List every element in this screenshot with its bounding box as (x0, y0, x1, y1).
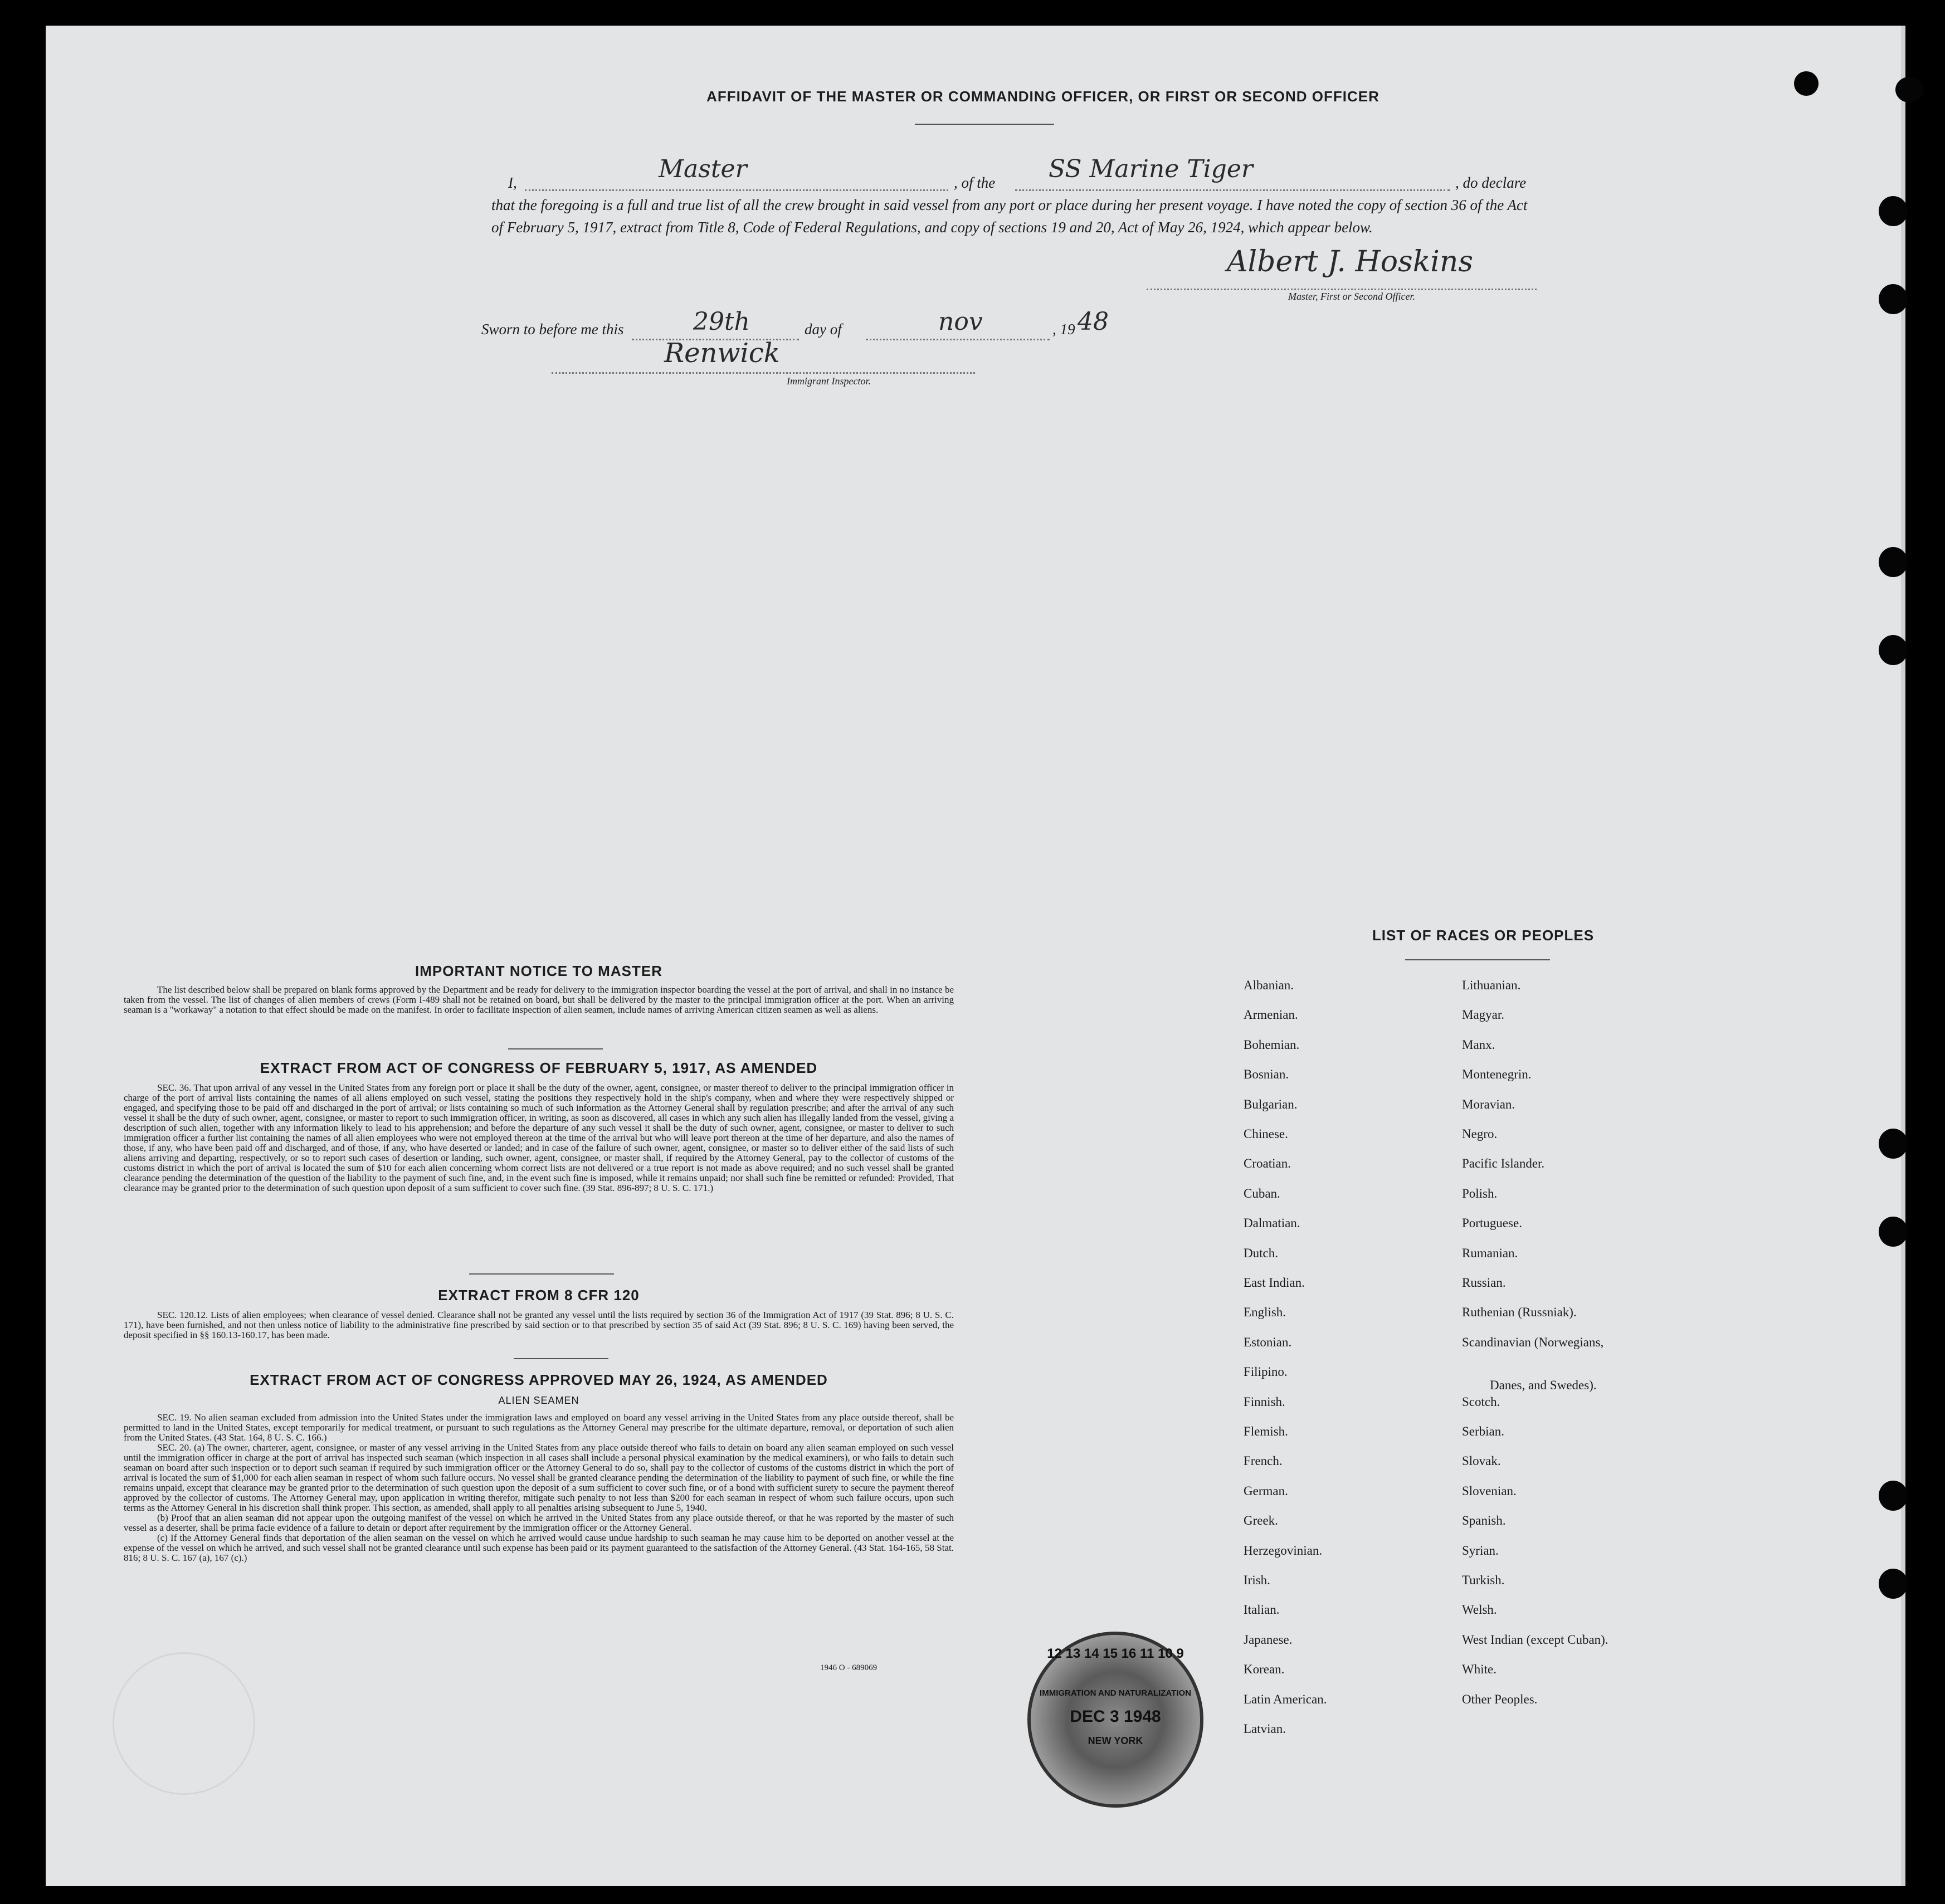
punch-hole (1879, 1217, 1908, 1247)
inspector-caption: Immigrant Inspector. (787, 375, 871, 387)
of-the-label: , of the (954, 174, 996, 191)
race-item: Polish. (1462, 1186, 1498, 1200)
day-of-label: day of (805, 321, 842, 338)
race-item: Italian. (1244, 1603, 1280, 1617)
alien-seamen-subtitle: ALIEN SEAMEN (498, 1395, 579, 1406)
vessel-handwriting: SS Marine Tiger (1049, 155, 1253, 183)
race-item: Slovenian. (1462, 1483, 1517, 1498)
date-stamp (1027, 1632, 1203, 1808)
extract-1917-text: SEC. 36. That upon arrival of any vessel in the United States from any foreign port or place it shall be the duty of the owner, agent, consignee, or master thereof to deliver to the principal immigration officer in charge of the port of arrival lists containing the names of all aliens employed on such vessel, stating the positions they respectively hold in the ship's company, when and where they were respectively shipped or engaged, and specifying those to be paid off and discharged in the port of arrival; or lists containing so much of such information as the Attorney General shall by regulation prescribe; and after the arrival of any such vessel it shall be the duty of such owner, agent, consignee, or master to report to such immigration officer, in writing, as soon as discovered, all cases in which any such alien has illegally landed from the vessel, giving a description of such alien, together with any information likely to lead to his apprehension; and before the departure of any such vessel it shall be the duty of such owner, agent, consignee, or master to deliver to such immigration officer a further list containing the names of all alien employees who were not employed thereon at the time of the arrival but who will leave port thereon at the time of her departure, and also the names of those, if any, who have been paid off and discharged, and of those, if any, who have deserted or landed; and in case of the failure of such owner, agent, consignee, or master so to deliver either of the said lists of such aliens arriving and departing, respectively, or so to report such cases of desertion or landing, such owner, agent, consignee, or master shall, if required by the Attorney General, pay to the collector of customs of the customs district in which the port of arrival is located the sum of $10 for each alien concerning whom correct lists are not delivered or a true report is not made as above required; and no such vessel shall be granted clearance pending the determination of the question of the liability to the payment of such fine, and, in the event such fine is imposed, while it remains unpaid; nor shall such fine be remitted or refunded: Provided, That clearance may be granted prior to the determination of such question upon deposit of a sum sufficient to cover such fine. (39 Stat. 896-897; 8 U. S. C. 171.) (124, 1082, 954, 1193)
race-item: Albanian. (1244, 978, 1294, 992)
vessel-line (1015, 189, 1450, 191)
race-item: Dutch. (1244, 1246, 1278, 1260)
officer-line (525, 189, 948, 191)
stamp-numbers: 12 13 14 15 16 11 10 9 (1047, 1646, 1184, 1661)
inspector-signature: Renwick (664, 338, 780, 369)
signature-caption: Master, First or Second Officer. (1288, 291, 1415, 302)
race-item: Other Peoples. (1462, 1692, 1538, 1706)
race-item: Pacific Islander. (1462, 1156, 1545, 1171)
race-item: French. (1244, 1454, 1283, 1468)
race-item: Spanish. (1462, 1514, 1506, 1528)
race-item: Chinese. (1244, 1127, 1288, 1141)
sworn-label: Sworn to before me this (481, 321, 624, 338)
section-rule (508, 1048, 603, 1049)
race-item: Filipino. (1244, 1365, 1288, 1379)
race-item: Dalmatian. (1244, 1216, 1300, 1231)
notice-text: The list described below shall be prepared on blank forms approved by the Department and be ready for delivery to the immigration inspector boarding the vessel at the port of arrival, and shall in no instance be taken from the vessel. The list of changes of alien members of crews (Form I-489 shall not be retained on board, but shall be delivered by the master to the principal immigration officer at the port. When an arriving seaman is a "workaway" a notation to that effect should be made on the manifest. In order to facilitate inspection of alien seamen, include names of arriving American citizen seamen as well as aliens. (124, 984, 954, 1015)
officer-handwriting: Master (659, 155, 747, 183)
race-item: Scotch. (1462, 1394, 1500, 1409)
punch-hole (1879, 284, 1908, 314)
race-item: Bohemian. (1244, 1037, 1300, 1052)
punch-hole (1895, 77, 1923, 102)
race-item: Slovak. (1462, 1454, 1501, 1468)
race-item: Croatian. (1244, 1156, 1291, 1171)
race-item: Turkish. (1462, 1573, 1505, 1587)
race-item: Welsh. (1462, 1603, 1497, 1617)
race-item: Greek. (1244, 1514, 1278, 1528)
punch-hole (1879, 1481, 1908, 1511)
race-item: Estonian. (1244, 1335, 1292, 1349)
notice-title: IMPORTANT NOTICE TO MASTER (415, 963, 662, 979)
master-signature: Albert J. Hoskins (1227, 245, 1474, 279)
day-handwriting: 29th (693, 307, 750, 336)
races-rule (1405, 959, 1550, 960)
race-item: White. (1462, 1662, 1496, 1677)
punch-hole (1879, 196, 1908, 226)
print-code: 1946 O - 689069 (820, 1663, 878, 1672)
signature-line (1147, 289, 1537, 290)
punch-hole (1879, 1569, 1908, 1599)
declaration-block (491, 155, 1539, 238)
punch-hole (1879, 1129, 1908, 1159)
race-item: Syrian. (1462, 1543, 1499, 1558)
race-item: Portuguese. (1462, 1216, 1522, 1231)
sworn-row (481, 307, 1261, 343)
race-item: Cuban. (1244, 1186, 1280, 1200)
race-item: English. (1244, 1305, 1286, 1320)
title-rule (915, 124, 1054, 125)
inspector-line (552, 372, 975, 374)
extract-1917-title: EXTRACT FROM ACT OF CONGRESS OF FEBRUARY 5, 1917, AS AMENDED (260, 1060, 818, 1076)
race-item: East Indian. (1244, 1276, 1305, 1290)
race-item: Korean. (1244, 1662, 1285, 1677)
stamp-city: NEW YORK (1088, 1735, 1143, 1746)
extract-1924-text: SEC. 19. No alien seaman excluded from admission into the United States under the immigration laws and employed on board any vessel arriving in the United States from any place outside thereof, shall be permitted to land in the United States, except temporarily for medical treatment, or pursuant to such regulations as the Attorney General may prescribe for the ultimate departure, removal, or deportation of such alien from the United States. (43 Stat. 164, 8 U. S. C. 166.) SEC. 20. (a) The owner, charterer, agent, consignee, or master of any vessel arriving in the United States from any place outside thereof who fails to detain on board any alien seaman employed on such vessel until the immigration officer in charge at the port of arrival has inspected such seaman (which inspection in all cases shall include a personal physical examination by the medical examiners), or who fails to detain such seaman on board after such inspection or to deport such seaman if required by such immigration officer or the Attorney General to do so, shall pay to the collector of customs of the customs district in which the port of arrival is located the sum of $1,000 for each alien seaman in respect of whom such failure occurs. No vessel shall be granted clearance pending the determination of the liability to payment of such fine, or while the fine remains unpaid, except that clearance may be granted prior to the determination of such question upon the deposit of a sum sufficient to cover such fine, or of a bond with sufficient surety to secure the payment thereof approved by the collector of customs. The Attorney General may, upon application in writing therefor, mitigate such penalty to not less than $200 for each seaman in respect of whom such failure occurs, upon such terms as the Attorney General in his discretion shall think proper. This section, as amended, shall apply to all penalties arising subsequent to June 5, 1940. (b) Proof that an alien seaman did not appear upon the outgoing manifest of the vessel on which he arrived in the United States from any place outside thereof, or that he was reported by the master of such vessel as a deserter, shall be prima facie evidence of a failure to detain or deport after requirement by the immigration officer or the Attorney General. (c) If the Attorney General finds that deportation of the alien seaman on the vessel on which he arrived would cause undue hardship to such seaman he may cause him to be deported on another vessel at the expense of the vessel on which he arrived, and such vessel shall not be granted clearance until such expense has been paid or its payment guaranteed to the satisfaction of the Attorney General. (43 Stat. 164-165, 58 Stat. 816; 8 U. S. C. 167 (a), 167 (c).) (124, 1412, 954, 1563)
race-item: Rumanian. (1462, 1246, 1518, 1260)
extract-1924-title: EXTRACT FROM ACT OF CONGRESS APPROVED MAY 26, 1924, AS AMENDED (250, 1371, 828, 1388)
month-line (866, 339, 1050, 340)
race-item: Manx. (1462, 1037, 1495, 1052)
race-item: Serbian. (1462, 1424, 1505, 1438)
race-item: Bosnian. (1244, 1067, 1289, 1082)
do-declare-label: , do declare (1455, 174, 1527, 191)
race-item: Finnish. (1244, 1394, 1285, 1409)
races-title: LIST OF RACES OR PEOPLES (1372, 927, 1595, 944)
i-label: I, (508, 174, 517, 191)
race-item: Danes, and Swedes). (1490, 1378, 1597, 1393)
stamp-agency: IMMIGRATION AND NATURALIZATION (1040, 1688, 1191, 1698)
race-item: Magyar. (1462, 1008, 1505, 1022)
race-item: Lithuanian. (1462, 978, 1521, 992)
race-item: Japanese. (1244, 1632, 1293, 1647)
stamp-date: DEC 3 1948 (1070, 1707, 1161, 1726)
race-item: Flemish. (1244, 1424, 1288, 1438)
race-item: Bulgarian. (1244, 1097, 1298, 1111)
embossed-seal (113, 1652, 255, 1795)
section-rule (514, 1358, 608, 1359)
punch-hole (1879, 635, 1908, 665)
year-handwriting: 48 (1078, 307, 1109, 336)
race-item: Ruthenian (Russniak). (1462, 1305, 1577, 1320)
race-item: Latin American. (1244, 1692, 1327, 1706)
declaration-text: that the foregoing is a full and true list of all the crew brought in said vessel from any port or place during her present voyage. I have noted the copy of section 36 of the Act of February 5, 1917, extract from Title 8, Code of Federal Regulations, and copy of sections 19 and 20, Act of May 26, 1924, which appear below. (491, 197, 1528, 236)
race-item: West Indian (except Cuban). (1462, 1632, 1608, 1647)
affidavit-title: AFFIDAVIT OF THE MASTER OR COMMANDING OFFICER, OR FIRST OR SECOND OFFICER (706, 88, 1379, 105)
year-prefix: , 19 (1052, 321, 1075, 338)
extract-cfr-text: SEC. 120.12. Lists of alien employees; when clearance of vessel denied. Clearance shall not be granted any vessel until the lists required by section 36 of the Immigration Act of 1917 (39 Stat. 896; 8 U. S. C. 171), have been furnished, and not then unless notice of liability to the administrative fine prescribed by said section or to that prescribed by section 35 of said Act (39 Stat. 896; 8 U. S. C. 169) having been served, the deposit specified in §§ 160.13-160.17, has been made. (124, 1310, 954, 1340)
month-handwriting: nov (938, 307, 983, 336)
race-item: Negro. (1462, 1127, 1498, 1141)
race-item: Russian. (1462, 1276, 1506, 1290)
race-item: Latvian. (1244, 1722, 1286, 1736)
punch-hole (1794, 71, 1819, 96)
punch-hole (1879, 547, 1908, 577)
race-item: Armenian. (1244, 1008, 1298, 1022)
extract-cfr-title: EXTRACT FROM 8 CFR 120 (438, 1287, 640, 1303)
race-item: Scandinavian (Norwegians, (1462, 1335, 1604, 1349)
race-item: Herzegovinian. (1244, 1543, 1323, 1558)
document-page (46, 26, 1905, 1886)
section-rule (469, 1273, 614, 1275)
race-item: Irish. (1244, 1573, 1270, 1587)
race-item: Montenegrin. (1462, 1067, 1532, 1082)
race-item: Moravian. (1462, 1097, 1515, 1111)
race-item: German. (1244, 1483, 1288, 1498)
